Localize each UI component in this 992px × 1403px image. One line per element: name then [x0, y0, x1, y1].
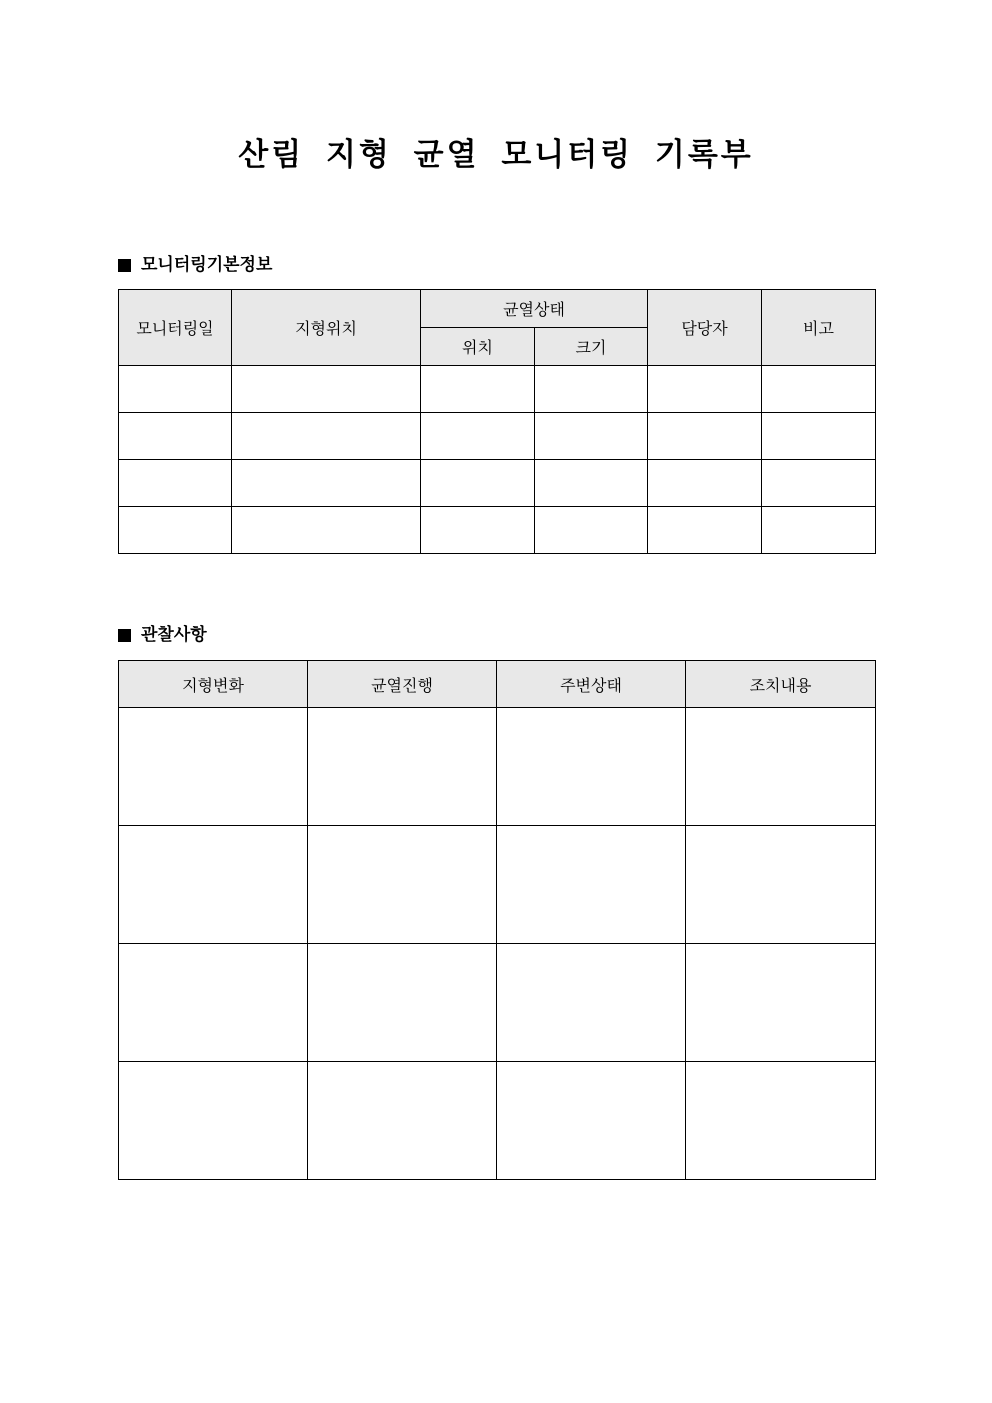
table-row — [119, 413, 876, 460]
document-title: 산림 지형 균열 모니터링 기록부 — [238, 137, 754, 173]
cell-crack-location[interactable] — [421, 460, 535, 507]
cell-surrounding-status[interactable] — [497, 826, 686, 944]
cell-date[interactable] — [119, 507, 232, 554]
cell-terrain-change[interactable] — [119, 944, 308, 1062]
section-heading-label: 관찰사항 — [141, 625, 207, 645]
table-row — [119, 944, 876, 1062]
cell-manager[interactable] — [648, 413, 762, 460]
header-crack-size: 크기 — [535, 328, 648, 366]
table-row — [119, 366, 876, 413]
cell-remarks[interactable] — [762, 507, 876, 554]
section-heading-observations — [118, 623, 207, 647]
cell-date[interactable] — [119, 460, 232, 507]
cell-terrain-change[interactable] — [119, 708, 308, 826]
header-crack-location: 위치 — [421, 328, 535, 366]
cell-action-taken[interactable] — [686, 708, 876, 826]
cell-crack-progress[interactable] — [308, 826, 497, 944]
table-row — [119, 1062, 876, 1180]
cell-terrain-location[interactable] — [232, 366, 421, 413]
basic-info-table — [118, 289, 876, 554]
cell-remarks[interactable] — [762, 460, 876, 507]
header-surrounding-status: 주변상태 — [497, 661, 686, 708]
cell-action-taken[interactable] — [686, 1062, 876, 1180]
cell-date[interactable] — [119, 366, 232, 413]
cell-manager[interactable] — [648, 366, 762, 413]
header-terrain-change: 지형변화 — [119, 661, 308, 708]
cell-action-taken[interactable] — [686, 826, 876, 944]
square-bullet-icon — [118, 629, 131, 642]
header-terrain-location: 지형위치 — [232, 290, 421, 366]
cell-action-taken[interactable] — [686, 944, 876, 1062]
cell-manager[interactable] — [648, 460, 762, 507]
cell-terrain-location[interactable] — [232, 460, 421, 507]
cell-terrain-change[interactable] — [119, 1062, 308, 1180]
header-crack-progress: 균열진행 — [308, 661, 497, 708]
cell-crack-progress[interactable] — [308, 944, 497, 1062]
square-bullet-icon — [118, 259, 131, 272]
table-row — [119, 826, 876, 944]
cell-surrounding-status[interactable] — [497, 708, 686, 826]
cell-crack-size[interactable] — [535, 413, 648, 460]
cell-crack-progress[interactable] — [308, 708, 497, 826]
header-manager: 담당자 — [648, 290, 762, 366]
cell-crack-size[interactable] — [535, 366, 648, 413]
table-row — [119, 460, 876, 507]
table-row — [119, 507, 876, 554]
cell-crack-location[interactable] — [421, 507, 535, 554]
cell-crack-size[interactable] — [535, 507, 648, 554]
cell-terrain-location[interactable] — [232, 507, 421, 554]
section-heading-label: 모니터링기본정보 — [141, 255, 273, 275]
cell-remarks[interactable] — [762, 413, 876, 460]
header-action-taken: 조치내용 — [686, 661, 876, 708]
cell-remarks[interactable] — [762, 366, 876, 413]
cell-surrounding-status[interactable] — [497, 1062, 686, 1180]
header-crack-status: 균열상태 — [421, 290, 648, 328]
header-remarks: 비고 — [762, 290, 876, 366]
cell-manager[interactable] — [648, 507, 762, 554]
cell-crack-progress[interactable] — [308, 1062, 497, 1180]
table-row — [119, 708, 876, 826]
header-monitoring-date: 모니터링일 — [119, 290, 232, 366]
cell-crack-size[interactable] — [535, 460, 648, 507]
cell-date[interactable] — [119, 413, 232, 460]
cell-surrounding-status[interactable] — [497, 944, 686, 1062]
cell-terrain-change[interactable] — [119, 826, 308, 944]
cell-terrain-location[interactable] — [232, 413, 421, 460]
observations-table — [118, 660, 876, 1180]
section-heading-basic-info — [118, 253, 272, 277]
cell-crack-location[interactable] — [421, 413, 535, 460]
cell-crack-location[interactable] — [421, 366, 535, 413]
